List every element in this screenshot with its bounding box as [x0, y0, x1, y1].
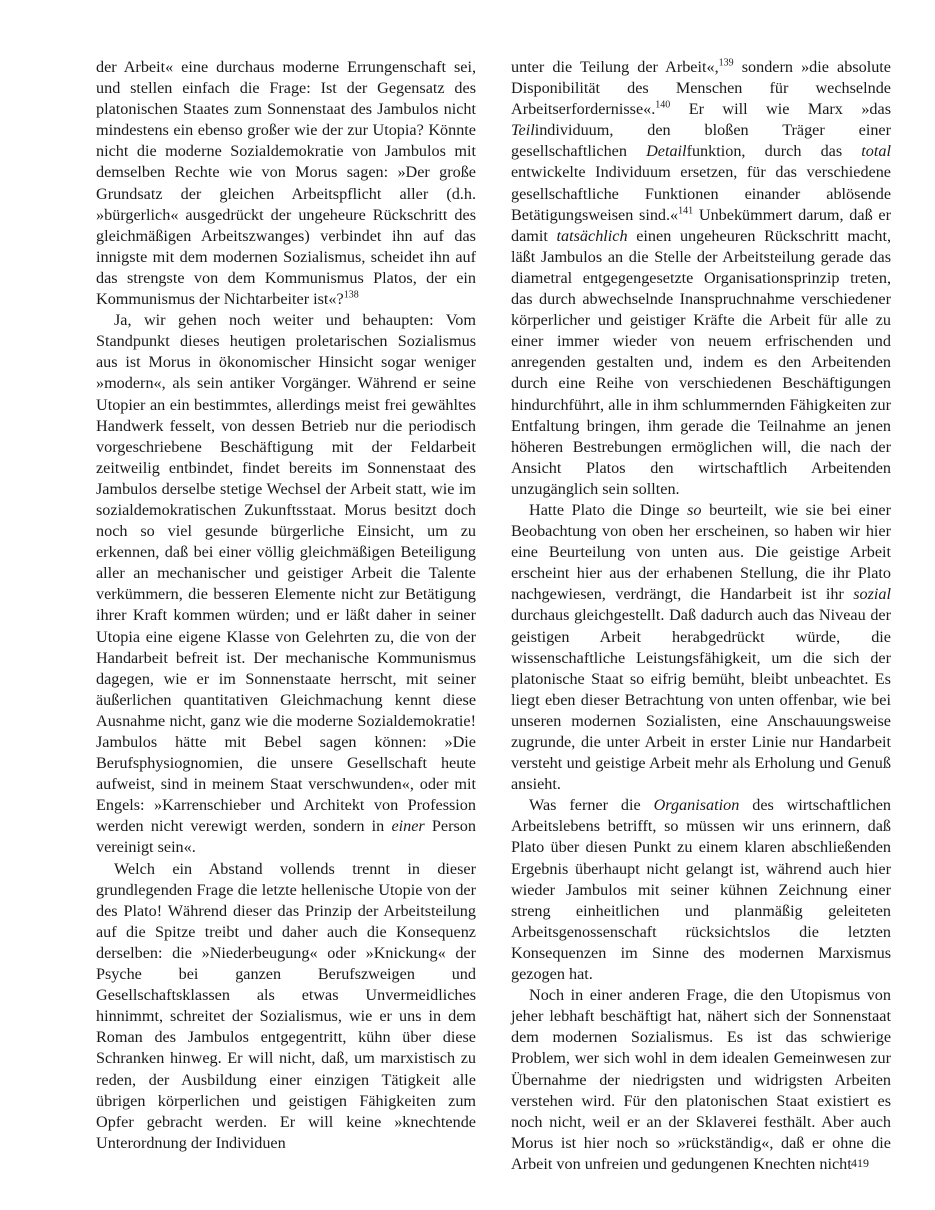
text-run: funktion, durch das [686, 142, 862, 161]
footnote-ref: 140 [655, 99, 671, 111]
right-column [511, 57, 891, 1175]
emphasis-text: total [861, 142, 891, 161]
paragraph [96, 57, 476, 310]
text-run: durchaus gleichgestellt. Daß dadurch auch das Niveau der geistigen Arbeit herabgedrückt würde, die wissenschaftliche Leistungsfähigkeit, um die sich der platonische Staat so eifrig bemüht, bleibt unbeachtet. Es liegt eben dieser Betrachtung von unten offenbar, wie bei unseren modernen Sozialisten, eine Anschauungsweise zugrunde, die unter Arbeit in erster Linie nur Handarbeit versteht und geistige Arbeit mehr als Erholung und Genuß ansieht. [511, 606, 891, 794]
emphasis-text: so [687, 500, 702, 519]
text-run: Noch in einer anderen Frage, die den Utopismus von jeher lebhaft beschäftigt hat, nähert sich der Sonnenstaat dem modernen Sozialismus. Es ist das schwierige Problem, wer sich wohl in dem idealen Gemeinwesen zur Übernahme der niedrigsten und widrigsten Arbeiten verstehen wird. Für den platonischen Staat existiert es noch nicht, weil er an der Sklaverei festhält. Aber auch Morus ist hier noch so »rückständig«, daß er ohne die Arbeit von unfreien und gedungenen Knechten nicht [511, 986, 891, 1173]
text-run: Er will wie Marx »das [670, 100, 891, 119]
text-run: Hatte Plato die Dinge [529, 500, 688, 519]
paragraph [511, 57, 891, 500]
text-run: Was ferner die [529, 796, 654, 815]
text-run: Welch ein Abstand vollends trennt in dieser grundlegenden Frage die letzte hellenische Utopie von der des Plato! Während dieser das Prinzip der Arbeitsteilung auf die Spitze treibt und daher auch die Konsequenz derselben: die »Niederbeugung« oder »Knickung« der Psyche bei ganzen Berufszweigen und Gesellschaftsklassen als etwas Unvermeidliches hinnimmt, schreitet der Sozialismus, wie er uns in dem Roman des Jambulos entgegentritt, kühn über diese Schranken hinweg. Er will nicht, daß, um marxistisch zu reden, der Ausbildung einer einzigen Tätigkeit alle übrigen körperlichen und geistigen Fähigkeiten zum Opfer gebracht werden. Er will keine »knechtende Unterordnung der Individuen [96, 859, 476, 1152]
emphasis-text: tatsächlich [556, 226, 628, 245]
text-run: sondern »die absolute Disponibilität des Menschen für wechselnde Arbeitserfordernisse«. [511, 58, 891, 119]
text-run: beurteilt, wie sie bei einer Beobachtung von oben her erscheinen, so haben wir hier eine Beurteilung von unten aus. Die geistige Arbeit erscheint hier aus der erhabenen Stellung, die ihr Plato nachgewiesen, verdrängt, die Handarbeit ist ihr [511, 500, 891, 604]
text-run: entwickelte Individuum ersetzen, für das verschiedene gesellschaftliche Funktionen einander ablösende Betätigungsweisen sind.« [511, 163, 891, 224]
footnote-ref: 138 [343, 289, 359, 301]
paragraph [511, 985, 891, 1175]
footnote-ref: 139 [718, 57, 734, 69]
text-run: unter die Teilung der Arbeit«, [511, 58, 719, 76]
paragraph [96, 859, 476, 1154]
paragraph [96, 310, 476, 858]
emphasis-text: sozial [853, 585, 891, 604]
text-run: Ja, wir gehen noch weiter und behaupten: Vom Standpunkt dieses heutigen proletarischen Sozialismus aus ist Morus in ökonomischer Hinsicht sogar weniger »modern«, als sein antiker Vorgänger. Während er seine Utopier an ein bestimmtes, allerdings meist frei gewähltes Handwerk fesselt, von dessen Betrieb nur die periodisch vorgeschriebene Beschäftigung mit der Feldarbeit zeitweilig entbindet, findet bereits im Sonnenstaat des Jambulos derselbe stetige Wechsel der Arbeit statt, wie im sozialdemokratischen Zukunftsstaat. Morus besitzt doch noch so viel gesunde bürgerliche Einsicht, um zu erkennen, daß bei einer völlig gleichmäßigen Beteiligung aller an mechanischer und geistiger Arbeit die Talente verkümmern, die besseren Elemente nicht zur Betätigung ihrer Kraft kommen würden; und er läßt daher in seiner Utopia eine eigene Klasse von Gelehrten zu, die von der Handarbeit befreit ist. Der mechanische Kommunismus dagegen, wie er im Sonnenstaate herrscht, mit seiner äußerlichen quantitativen Gleichmachung kennt diese Ausnahme nicht, ganz wie die moderne Sozialdemokratie! Jambulos hätte mit Bebel sagen können: »Die Berufsphysiognomien, die unsere Gesellschaft heute aufweist, sind in meinem Staat verschwunden«, oder mit Engels: »Karrenschieber und Architekt von Profession werden nicht verewigt werden, sondern in [96, 311, 476, 836]
paragraph [511, 795, 891, 985]
emphasis-text: Teil [511, 121, 535, 140]
text-run: Unbekümmert darum, daß er damit [511, 205, 891, 245]
text-run: des wirtschaftlichen Arbeitslebens betrifft, so müssen wir uns erinnern, daß Plato über diesen Punkt zu einem klaren abschließenden Ergebnis überhaupt nicht gelangt ist, während auch hier wieder Jambulos mit seiner kühnen Zeichnung einer streng einheitlichen und planmäßig geleiteten Arbeitsgenossenschaft rücksichtslos die letzten Konsequenzen im Sinne des modernen Marxismus gezogen hat. [511, 796, 891, 984]
text-run: Person vereinigt sein«. [96, 817, 476, 857]
text-run: individuum, den bloßen Träger einer gesellschaftlichen [511, 121, 891, 161]
footnote-ref: 141 [678, 205, 694, 217]
left-column [96, 57, 476, 1154]
text-run: der Arbeit« eine durchaus moderne Errungenschaft sei, und stellen einfach die Frage: Ist der Gegensatz des platonischen Staates zum Sonnenstaat des Jambulos nicht mindestens ein ebenso großer wie der zur Utopia? Könnte nicht die moderne Sozialdemokratie von Jambulos mit demselben Rechte wie von Morus sagen: »Der große Grundsatz der gleichen Arbeitspflicht aller (d.h. »bürgerlich« ausgedrückt der ungeheure Rückschritt des gleichmäßigen Arbeitszwanges) verbindet ihn auf das innigste mit dem modernen Sozialismus, scheidet ihn auf das strengste von dem Kommunismus Platos, der ein Kommunismus der Nichtarbeiter ist«? [96, 58, 476, 309]
emphasis-text: einer [391, 817, 425, 836]
emphasis-text: Organisation [653, 796, 740, 815]
paragraph [511, 500, 891, 795]
emphasis-text: Detail [646, 142, 687, 161]
page-number: 419 [851, 1156, 869, 1170]
text-run: einen ungeheuren Rückschritt macht, läßt Jambulos an die Stelle der Arbeitsteilung gerade das diametral entgegengesetzte Organisationsprinzip treten, das durch abwechselnde Inanspruchnahme verschiedener körperlicher und geistiger Kräfte die Arbeit für alle zu einer immer wieder von neuem erfrischenden und anregenden gestalten und, indem es den Arbeitenden durch eine Reihe von verschiedenen Beschäftigungen hindurchführt, alle in ihm schlummernden Fähigkeiten zur Entfaltung bringen, ihm gerade die Teilnahme an jenen höheren Bestrebungen ermöglichen will, die nach der Ansicht Platos den wirtschaftlich Arbeitenden unzugänglich sein sollten. [511, 226, 891, 498]
